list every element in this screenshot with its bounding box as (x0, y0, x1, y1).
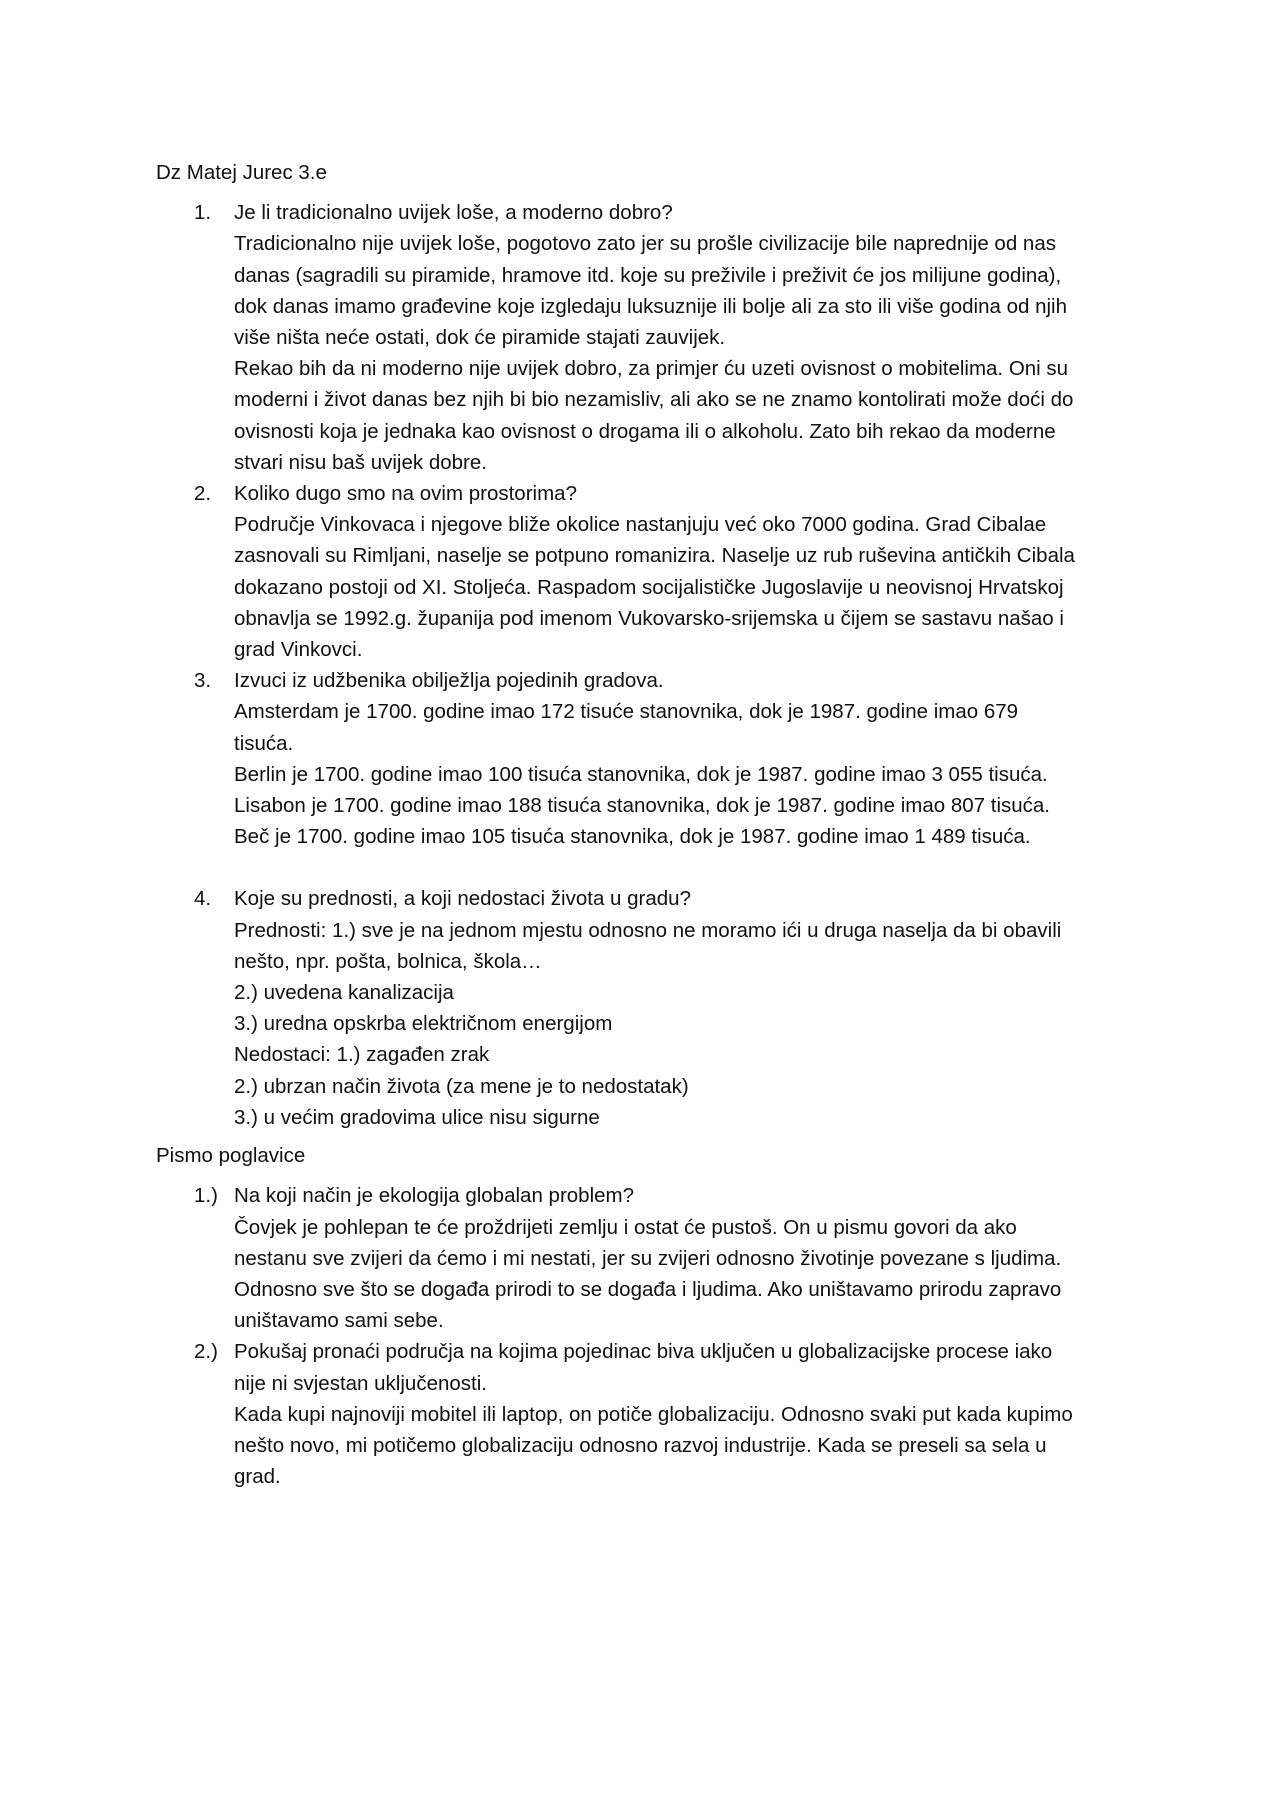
answer-line: Prednosti: 1.) sve je na jednom mjestu odnosno ne moramo ići u druga naselja da bi obavili (234, 918, 1062, 942)
answer-line: više ništa neće ostati, dok će piramide stajati zauvijek. (234, 326, 726, 350)
document-title: Dz Matej Jurec 3.e (156, 161, 327, 184)
answer-line: 3.) uredna opskrba električnom energijom (234, 1012, 613, 1036)
answer-line: Odnosno sve što se događa prirodi to se događa i ljudima. Ako uništavamo prirodu zapravo (234, 1277, 1062, 1301)
answer-line: Kada kupi najnoviji mobitel ili laptop, on potiče globalizaciju. Odnosno svaki put kada kupimo (234, 1402, 1073, 1426)
document-body (156, 157, 1136, 1492)
answer-line: dokazano postoji od XI. Stoljeća. Raspadom socijalističke Jugoslavije u neovisnoj Hrvatskoj (234, 575, 1064, 599)
answer-line: zasnovali su Rimljani, naselje se potpuno romanizira. Naselje uz rub ruševina antičkih Cibala (234, 544, 1075, 568)
answer-line: Beč je 1700. godine imao 105 tisuća stanovnika, dok je 1987. godine imao 1 489 tisuća. (234, 825, 1031, 849)
answer-line: grad Vinkovci. (234, 638, 363, 662)
item-number: 2.) (194, 1340, 218, 1364)
answer-line: nešto, npr. pošta, bolnica, škola… (234, 949, 542, 973)
list-item-2 (156, 1336, 1136, 1492)
answer-line: Rekao bih da ni moderno nije uvijek dobro, za primjer ću uzeti ovisnost o mobitelima. Oni su (234, 357, 1069, 381)
answer-line: 2.) uvedena kanalizacija (234, 981, 454, 1005)
answer-line: nešto novo, mi potičemo globalizaciju odnosno razvoj industrije. Kada se preseli sa sela u (234, 1433, 1047, 1457)
question-list-1 (156, 197, 1136, 1133)
answer-line: Berlin je 1700. godine imao 100 tisuća stanovnika, dok je 1987. godine imao 3 055 tisuća. (234, 762, 1048, 786)
answer-line: obnavlja se 1992.g. županija pod imenom Vukovarsko-srijemska u čijem se sastavu našao i (234, 606, 1064, 630)
question-text: Koje su prednosti, a koji nedostaci života u gradu? (234, 887, 691, 911)
answer-line: 3.) u većim gradovima ulice nisu sigurne (234, 1105, 600, 1129)
answer-line: tisuća. (234, 731, 294, 755)
question-text: Izvuci iz udžbenika obilježlja pojedinih gradova. (234, 669, 664, 693)
answer-line: stvari nisu baš uvijek dobre. (234, 450, 487, 474)
answer-line: Lisabon je 1700. godine imao 188 tisuća stanovnika, dok je 1987. godine imao 807 tisuća. (234, 794, 1051, 818)
list-item-4 (156, 883, 1136, 1133)
list-item-1 (156, 197, 1136, 478)
question-text: Koliko dugo smo na ovim prostorima? (234, 482, 577, 506)
answer-line: ovisnosti koja je jednaka kao ovisnost o drogama ili o alkoholu. Zato bih rekao da moderne (234, 419, 1056, 443)
answer-line: grad. (234, 1465, 281, 1489)
list-item-3 (156, 665, 1136, 852)
item-number: 1. (194, 201, 212, 225)
item-number: 3. (194, 669, 212, 693)
list-item-1 (156, 1180, 1136, 1336)
question-text: Pokušaj pronaći područja na kojima pojedinac biva uključen u globalizacijske procese iako (234, 1340, 1053, 1364)
answer-line: Amsterdam je 1700. godine imao 172 tisuće stanovnika, dok je 1987. godine imao 679 (234, 700, 1019, 724)
list-item-2 (156, 478, 1136, 665)
answer-line: danas (sagradili su piramide, hramove itd. koje su preživile i preživit će jos milijune godina), (234, 263, 1062, 287)
answer-line: Područje Vinkovaca i njegove bliže okolice nastanjuju već oko 7000 godina. Grad Cibalae (234, 513, 1047, 537)
answer-line: uništavamo sami sebe. (234, 1309, 444, 1333)
answer-line: 2.) ubrzan način života (za mene je to nedostatak) (234, 1074, 689, 1098)
question-list-2 (156, 1180, 1136, 1492)
answer-line: nije ni svjestan uključenosti. (234, 1371, 487, 1395)
answer-line: Nedostaci: 1.) zagađen zrak (234, 1043, 490, 1067)
section-heading: Pismo poglavice (156, 1144, 306, 1168)
question-text: Je li tradicionalno uvijek loše, a moderno dobro? (234, 201, 673, 225)
item-number: 4. (194, 887, 212, 911)
answer-line: moderni i život danas bez njih bi bio nezamisliv, ali ako se ne znamo kontolirati može doći do (234, 388, 1074, 412)
answer-line: dok danas imamo građevine koje izgledaju luksuznije ili bolje ali za sto ili više godina od njih (234, 294, 1068, 318)
answer-line: nestanu sve zvijeri da ćemo i mi nestati, jer su zvijeri odnosno životinje povezane s ljudima. (234, 1246, 1062, 1270)
question-text: Na koji način je ekologija globalan problem? (234, 1184, 635, 1208)
answer-line: Čovjek je pohlepan te će proždrijeti zemlju i ostat će pustoš. On u pismu govori da ako (234, 1215, 1017, 1239)
item-number: 2. (194, 482, 212, 506)
answer-line: Tradicionalno nije uvijek loše, pogotovo zato jer su prošle civilizacije bile naprednije od nas (234, 232, 1056, 256)
item-number: 1.) (194, 1184, 218, 1208)
